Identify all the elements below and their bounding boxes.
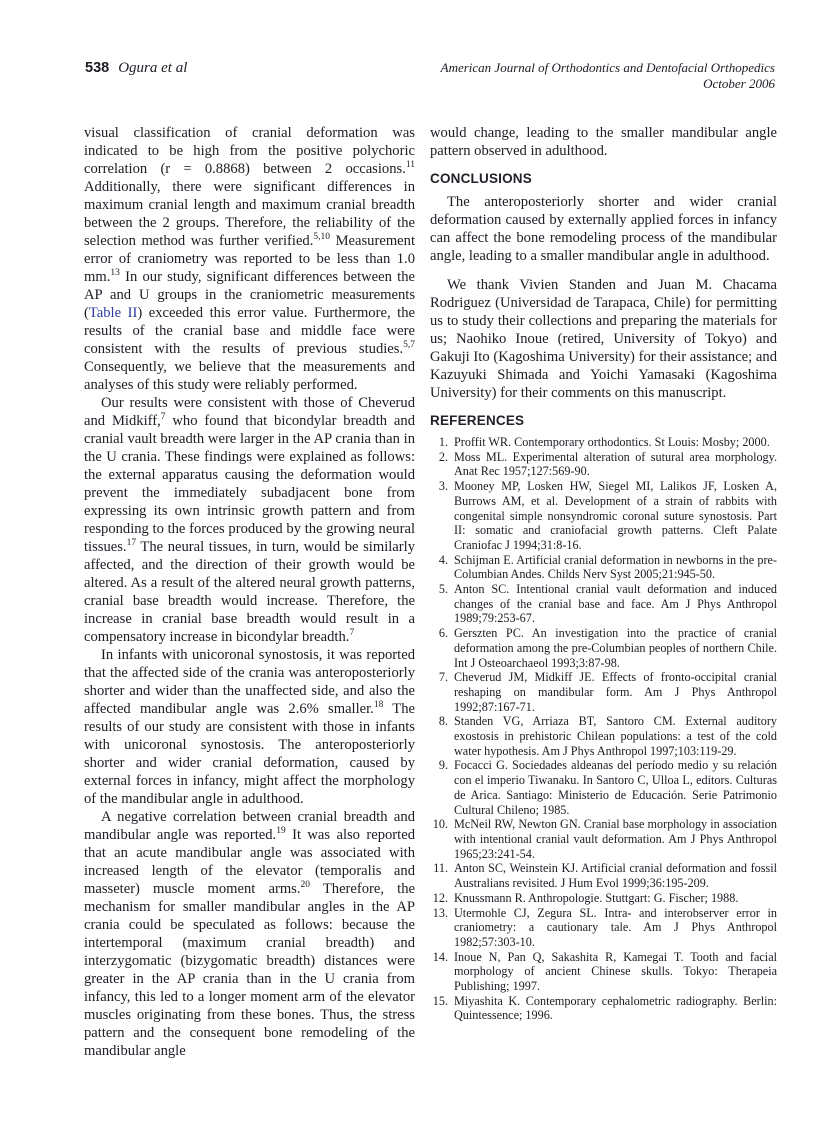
conclusions-section bbox=[430, 193, 777, 402]
reference-item bbox=[430, 994, 777, 1023]
reference-text: McNeil RW, Newton GN. Cranial base morphology in association with intentional cranial vault deformation. Am J Phys Anthropol 1965;23:241-54. bbox=[454, 817, 777, 861]
reference-text: Schijman E. Artificial cranial deformation in newborns in the pre-Columbian Andes. Childs Nerv Syst 2005;21:945-50. bbox=[454, 552, 777, 582]
reference-item bbox=[430, 450, 777, 479]
paragraph: Our results were consistent with those of Cheverud and Midkiff,$^7$ who found that bicondylar breadth and cranial vault breadth were larger in the AP crania than in the U crania. These findings were explained as follows: the external apparatus causing the deformation would prevent the immediately subadjacent bone from expressing its own intrinsic growth pattern and from responding to the forces produced by the growing neural tissues.$^{17}$ The neural tissues, in turn, would be similarly affected, and the direction of their growth would be altered. As a result of the altered neural growth patterns, cranial base breadth would increase. Therefore, the increase in cranial base breadth would result in a compensatory increase in bicondylar breadth.$^7$ bbox=[84, 395, 415, 645]
conclusions-heading: CONCLUSIONS bbox=[430, 171, 532, 186]
reference-text: Miyashita K. Contemporary cephalometric radiography. Berlin: Quintessence; 1996. bbox=[454, 993, 777, 1023]
citation-superscript: 18 bbox=[373, 700, 384, 711]
reference-item bbox=[430, 582, 777, 626]
reference-list bbox=[430, 435, 777, 1023]
citation-superscript: 17 bbox=[126, 538, 137, 549]
reference-number: 5. bbox=[438, 582, 448, 597]
reference-text: Anton SC, Weinstein KJ. Artificial cranial deformation and fossil Australians revisited. J Hum Evol 1999;36:195-209. bbox=[454, 861, 777, 891]
reference-text: Knussmann R. Anthropologie. Stuttgart: G. Fischer; 1988. bbox=[454, 890, 739, 905]
reference-number: 1. bbox=[438, 435, 448, 449]
reference-item bbox=[430, 817, 777, 861]
running-header-left bbox=[85, 60, 187, 77]
left-column bbox=[84, 124, 415, 1060]
paragraph: In infants with unicoronal synostosis, it was reported that the affected side of the crania was anteroposteriorly shorter and wider than the unaffected side, and also the affected mandibular angle was 2.6% smaller.$^{18}$ The results of our study are consistent with those in infants with unicoronal synostosis. The anteroposteriorly shorter and wider cranial deformation, caused by external forces in infancy, might affect the morphology of the mandibular angle in adulthood. bbox=[84, 647, 416, 807]
reference-item bbox=[430, 891, 777, 906]
table-ii-link[interactable]: Table II bbox=[88, 305, 138, 321]
reference-text: Anton SC. Intentional cranial vault deformation and induced changes of the cranial base and face. Am J Phys Anthropol 1989;79:253-67. bbox=[454, 582, 777, 626]
paragraph: The anteroposteriorly shorter and wider cranial deformation caused by externally applied forces in infancy can affect the bone remodeling process of the mandibular angle, leading to a smaller mandibular angle in adulthood. bbox=[430, 194, 777, 264]
reference-item bbox=[430, 670, 777, 714]
paragraph: We thank Vivien Standen and Juan M. Chacama Rodriguez (Universidad de Tarapaca, Chile) for permitting us to study their collections and preparing the materials for us; Naohiko Inoue (retired, University of Tokyo) and Gakuji Ito (Kagoshima University) for their assistance; and Kazuyuki Shimada and Yoichi Yamasaki (Kagoshima University) for their comments on this manuscript. bbox=[430, 277, 777, 401]
reference-text: Cheverud JM, Midkiff JE. Effects of fronto-occipital cranial reshaping on mandibular form. Am J Phys Anthropol 1992;87:167-71. bbox=[454, 670, 777, 714]
citation-superscript: 5,7 bbox=[403, 340, 415, 351]
reference-item bbox=[430, 626, 777, 670]
citation-superscript: 5,10 bbox=[313, 232, 330, 243]
reference-text: Proffit WR. Contemporary orthodontics. St Louis: Mosby; 2000. bbox=[454, 435, 770, 449]
references-heading: REFERENCES bbox=[430, 413, 525, 428]
reference-number: 11. bbox=[433, 861, 448, 876]
reference-number: 15. bbox=[432, 993, 448, 1008]
reference-text: Inoue N, Pan Q, Sakashita R, Kamegai T. Tooth and facial morphology of ancient Chinese skulls. Tokyo: Therapeia Publishing; 1997. bbox=[454, 949, 777, 994]
reference-text: Gerszten PC. An investigation into the practice of cranial deformation among the pre-Columbian peoples of northern Chile. Int J Osteoarchaeol 1993;3:87-98. bbox=[454, 626, 777, 670]
reference-number: 9. bbox=[438, 758, 448, 773]
issue-date: October 2006 bbox=[703, 76, 775, 91]
reference-item bbox=[430, 435, 777, 450]
running-authors: Ogura et al bbox=[118, 60, 188, 76]
reference-number: 10. bbox=[432, 817, 448, 832]
reference-item bbox=[430, 950, 777, 994]
reference-item bbox=[430, 758, 777, 817]
paragraph: would change, leading to the smaller mandibular angle pattern observed in adulthood. bbox=[430, 125, 777, 159]
reference-number: 4. bbox=[438, 552, 448, 567]
reference-text: Moss ML. Experimental alteration of sutural area morphology. Anat Rec 1957;127:569-90. bbox=[454, 449, 777, 479]
reference-item bbox=[430, 906, 777, 950]
reference-number: 8. bbox=[438, 714, 448, 729]
reference-text: Focacci G. Sociedades aldeanas del período medio y su relación con el imperio Tiwanaku. In Santoro C, Ulloa L, editors. Culturas de Arica. Santiago: Ministerio de Educación. Serie Patrimonio Cultural Chileno; 1985. bbox=[454, 758, 777, 817]
reference-number: 14. bbox=[432, 949, 448, 964]
reference-item bbox=[430, 479, 777, 553]
reference-text: Mooney MP, Losken HW, Siegel MI, Lalikos JF, Losken A, Burrows AM, et al. Development of a strain of rabbits with congenital simple nonsyndromic coronal suture synostosis. Part II: somatic and craniofacial growth patterns. Cleft Palate Craniofac J 1994;31:8-16. bbox=[454, 479, 777, 552]
citation-superscript: 19 bbox=[276, 826, 286, 837]
page-number: 538 bbox=[85, 60, 110, 76]
reference-number: 12. bbox=[432, 890, 448, 905]
citation-superscript: 7 bbox=[160, 412, 166, 423]
reference-item bbox=[430, 553, 777, 582]
citation-superscript: 13 bbox=[110, 268, 120, 279]
citation-superscript: 11 bbox=[405, 160, 415, 171]
reference-text: Utermohle CJ, Zegura SL. Intra- and interobserver error in craniometry: a cautionary tale. Am J Phys Anthropol 1982;57:303-10. bbox=[454, 905, 777, 949]
reference-item bbox=[430, 861, 777, 890]
reference-item bbox=[430, 714, 777, 758]
citation-superscript: 7 bbox=[349, 628, 355, 639]
reference-number: 13. bbox=[432, 905, 448, 920]
reference-text: Standen VG, Arriaza BT, Santoro CM. External auditory exostosis in prehistoric Chilean populations: a test of the cold water hypothesis. Am J Phys Anthropol 1997;103:119-29. bbox=[454, 714, 777, 758]
citation-superscript: 20 bbox=[300, 880, 310, 891]
reference-number: 6. bbox=[438, 626, 448, 641]
running-header-right bbox=[441, 60, 775, 92]
paragraph: visual classification of cranial deformation was indicated to be high from the positive polychoric correlation (r = 0.8868) between 2 occasions.$^{11}$ Additionally, there were significant differences in maximum cranial length and maximum cranial breadth between the 2 groups. Therefore, the reliability of the selection method was further verified.$^{5,10}$ Measurement error of craniometry was reported to be less than 1.0 mm.$^{13}$ In our study, significant differences between the AP and U groups in the craniometric measurements (Table II) exceeded this error value. Furthermore, the results of the cranial base and middle face were consistent with the results of previous studies.$^{5,7}$ Consequently, we believe that the measurements and analyses of this study were reliably performed. bbox=[84, 125, 415, 393]
journal-title: American Journal of Orthodontics and Dentofacial Orthopedics bbox=[440, 60, 775, 75]
reference-number: 3. bbox=[438, 479, 448, 494]
paragraph: A negative correlation between cranial breadth and mandibular angle was reported.$^{19}$ It was also reported that an acute mandibular angle was associated with increased length of the elevator (temporalis and masseter) muscle moment arms.$^{20}$ Therefore, the mechanism for smaller mandibular angles in the AP crania could be speculated as follows: because the intertemporal (maximum cranial breadth) and interzygomatic (bizygomatic breadth) distances were greater in the AP crania than in the U crania from infancy, this led to a longer moment arm of the elevator muscles originating from these bones. Thus, the stress pattern and the consequent bone remodeling of the mandibular angle bbox=[84, 809, 415, 1059]
intro-continuation bbox=[430, 124, 777, 160]
right-column bbox=[430, 124, 777, 1023]
reference-number: 2. bbox=[438, 449, 448, 464]
reference-number: 7. bbox=[438, 670, 448, 685]
